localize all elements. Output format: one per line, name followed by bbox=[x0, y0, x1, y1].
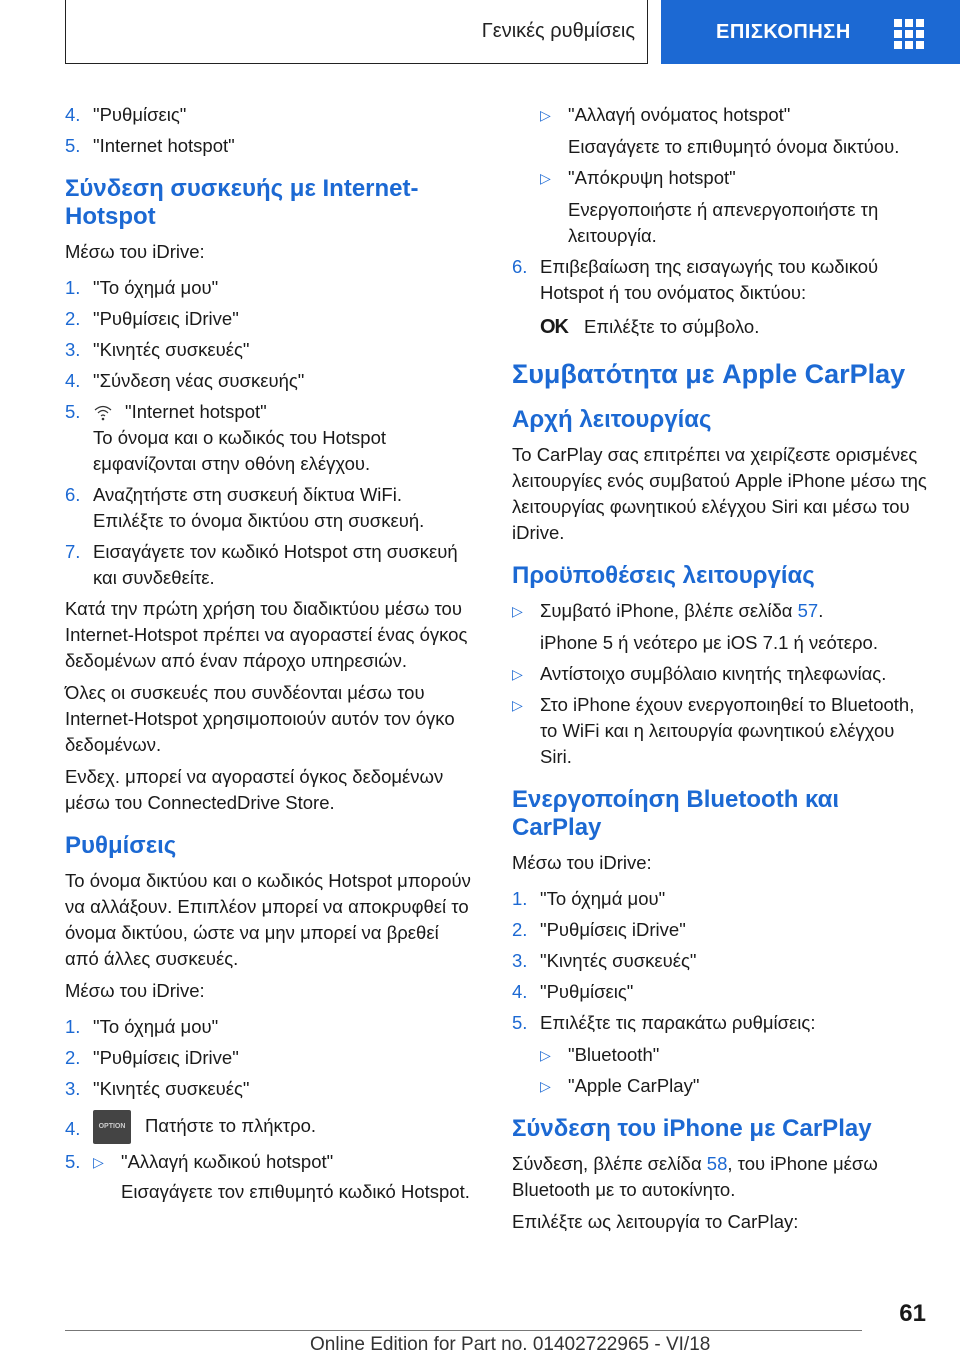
page-number: 61 bbox=[899, 1300, 926, 1327]
list-item: 1. "Το όχημά μου" bbox=[65, 1016, 219, 1037]
list-item: 3. "Κινητές συσκευές" bbox=[65, 339, 250, 360]
list-item: 7. Εισαγάγετε τον κωδικό Hotspot στη συσκευή και συνδεθείτε. bbox=[65, 541, 458, 588]
triangle-bullet-icon: ▷ bbox=[540, 1078, 551, 1094]
right-column bbox=[512, 102, 928, 1241]
list-item: 2. "Ρυθμίσεις iDrive" bbox=[512, 919, 686, 940]
paragraph: Επιλέξτε ως λειτουργία το CarPlay: bbox=[512, 1211, 799, 1232]
list-item: 4. "Ρυθμίσεις" bbox=[512, 981, 634, 1002]
heading-activate: Ενεργοποίηση Bluetooth και CarPlay bbox=[512, 786, 840, 841]
bullet-item: ▷ Στο iPhone έχουν ενεργοποιηθεί το Bluetooth, το WiFi και η λειτουργία φωνητικού ελέγχου Siri. bbox=[512, 694, 915, 767]
paragraph: Κατά την πρώτη χρήση του διαδικτύου μέσω του Internet-Hotspot πρέπει να αγοραστεί ένας όγκος δεδομένων από έναν πάροχο υπηρεσιών. bbox=[65, 598, 468, 671]
wifi-icon bbox=[93, 404, 113, 422]
paragraph: Το όνομα δικτύου και ο κωδικός Hotspot μπορούν να αλλάξουν. Επιπλέον μπορεί να αποκρυφθεί το όνομα δικτύου, ώστε να μην μπορεί να βρεθεί από άλλες συσκευές. bbox=[65, 870, 471, 969]
page-link[interactable]: 57 bbox=[797, 600, 819, 621]
overview-label: ΕΠΙΣΚΟΠΗΣΗ bbox=[716, 20, 851, 43]
list-item: 5. Επιλέξτε τις παρακάτω ρυθμίσεις: ▷ "Bluetooth" ▷ "Apple CarPlay" bbox=[512, 1010, 928, 1099]
list-item: 1. "Το όχημά μου" bbox=[512, 888, 666, 909]
bullet-item: ▷ "Απόκρυψη hotspot" Ενεργοποιήστε ή απενεργοποιήστε τη λειτουργία. bbox=[540, 167, 879, 246]
list-item: 3. "Κινητές συσκευές" bbox=[512, 950, 697, 971]
list-item: 5. "Internet hotspot" Το όνομα και ο κωδικός του Hotspot εμφανίζονται στην οθόνη ελέγχου. bbox=[65, 401, 387, 474]
triangle-bullet-icon: ▷ bbox=[540, 170, 551, 186]
paragraph: Ενδεχ. μπορεί να αγοραστεί όγκος δεδομένων μέσω του ConnectedDrive Store. bbox=[65, 766, 444, 813]
heading-settings: Ρυθμίσεις bbox=[65, 832, 177, 859]
list-item: 2. "Ρυθμίσεις iDrive" bbox=[65, 1047, 239, 1068]
heading-carplay: Συμβατότητα με Apple CarPlay bbox=[512, 359, 906, 389]
list-item: 4. "Σύνδεση νέας συσκευής" bbox=[65, 370, 305, 391]
paragraph: Το CarPlay σας επιτρέπει να χειρίζεστε ορισμένες λειτουργίες ενός συμβατού Apple iPhone μέσω της λειτουργίας φωνητικού ελέγχου Siri και μέσω του iDrive. bbox=[512, 444, 927, 543]
triangle-bullet-icon: ▷ bbox=[540, 1047, 551, 1063]
bullet-item: ▷ Συμβατό iPhone, βλέπε σελίδα 57. iPhone 5 ή νεότερο με iOS 7.1 ή νεότερο. bbox=[512, 600, 878, 653]
header-section-title: Γενικές ρυθμίσεις bbox=[481, 20, 635, 42]
list-item: 5. "Internet hotspot" bbox=[65, 135, 235, 156]
left-column bbox=[65, 102, 475, 1210]
list-item: 4. "Ρυθμίσεις" bbox=[65, 104, 187, 125]
list-item: 5. ▷ "Αλλαγή κωδικού hotspot" Εισαγάγετε τον επιθυμητό κωδικό Hotspot. bbox=[65, 1151, 470, 1202]
list-item: 6. Επιβεβαίωση της εισαγωγής του κωδικού Hotspot ή του ονόματος δικτύου: OK Επιλέξτε το σύμβολο. bbox=[512, 256, 879, 338]
header-section-tab bbox=[65, 0, 648, 64]
ok-symbol-icon: OK bbox=[540, 316, 568, 338]
list-item: 6. Αναζητήστε στη συσκευή δίκτυα WiFi. Επιλέξτε το όνομα δικτύου στη συσκευή. bbox=[65, 484, 425, 531]
page-link[interactable]: 58 bbox=[706, 1153, 728, 1174]
triangle-bullet-icon: ▷ bbox=[512, 666, 523, 682]
triangle-bullet-icon: ▷ bbox=[512, 697, 523, 713]
heading-connect-iphone: Σύνδεση του iPhone με CarPlay bbox=[512, 1115, 872, 1142]
heading-principle: Αρχή λειτουργίας bbox=[512, 406, 712, 433]
list-item: 1. "Το όχημά μου" bbox=[65, 277, 219, 298]
list-item: 3. "Κινητές συσκευές" bbox=[65, 1078, 250, 1099]
bullet-item: ▷ Αντίστοιχο συμβόλαιο κινητής τηλεφωνίας. bbox=[512, 661, 928, 687]
via-idrive-text: Μέσω του iDrive: bbox=[65, 241, 205, 262]
footer-edition: Online Edition for Part no. 01402722965 - VI/18 bbox=[310, 1334, 711, 1355]
triangle-bullet-icon: ▷ bbox=[512, 603, 523, 619]
heading-prerequisites: Προϋποθέσεις λειτουργίας bbox=[512, 562, 815, 589]
bullet-item: ▷ "Αλλαγή ονόματος hotspot" Εισαγάγετε το επιθυμητό όνομα δικτύου. bbox=[540, 104, 900, 157]
list-item: 2. "Ρυθμίσεις iDrive" bbox=[65, 308, 239, 329]
triangle-bullet-icon: ▷ bbox=[93, 1154, 104, 1170]
footer-divider bbox=[65, 1330, 862, 1331]
paragraph: Σύνδεση, βλέπε σελίδα 58, του iPhone μέσω Bluetooth με το αυτοκίνητο. bbox=[512, 1153, 878, 1200]
option-button-icon: OPTION bbox=[93, 1110, 131, 1144]
overview-button[interactable] bbox=[661, 0, 960, 64]
triangle-bullet-icon: ▷ bbox=[540, 107, 551, 123]
heading-connect-device: Σύνδεση συσκευής με Internet-Hotspot bbox=[65, 175, 419, 230]
via-idrive-text: Μέσω του iDrive: bbox=[512, 852, 652, 873]
list-item: 4. OPTION Πατήστε το πλήκτρο. bbox=[65, 1110, 475, 1144]
via-idrive-text: Μέσω του iDrive: bbox=[65, 980, 205, 1001]
grid-icon bbox=[894, 19, 924, 49]
paragraph: Όλες οι συσκευές που συνδέονται μέσω του Internet-Hotspot χρησιμοποιούν αυτόν τον όγκο δεδομένων. bbox=[65, 682, 455, 755]
